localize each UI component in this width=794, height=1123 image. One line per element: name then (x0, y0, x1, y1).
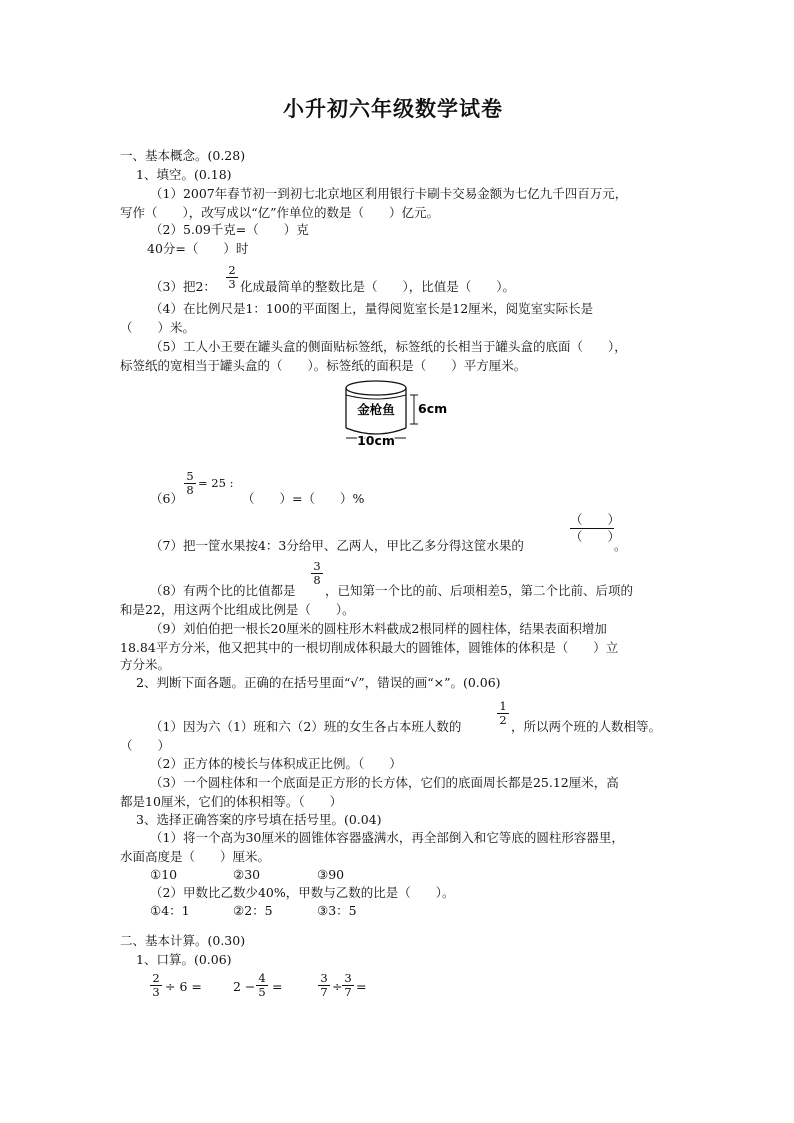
q2-line-2: 40分=（ ）时 (147, 241, 249, 256)
q6-equation: = 25 : (198, 476, 234, 490)
can-width-label: 10cm (357, 433, 395, 448)
q8-line-1-suffix: ，已知第一个比的前、后项相差5，第二个比前、后项的 (325, 583, 633, 598)
expr-3-num-2: 3 (344, 971, 352, 985)
q4-line-2: （ ）米。 (120, 320, 196, 335)
q7-paren-bottom: （ ） (570, 529, 621, 544)
j1-prefix: （1）因为六（1）班和六（2）班的女生各占本班人数的 (150, 719, 462, 734)
c1-line-2: 水面高度是（ ）厘米。 (120, 849, 271, 864)
expr-2-prefix: 2 − (233, 979, 256, 994)
expr-3-operator: ÷ (332, 979, 343, 994)
q8-line-2: 和是22，用这两个比组成比例是（ ）。 (120, 602, 355, 617)
can-label: 金枪鱼 (357, 402, 395, 417)
j1-suffix: ，所以两个班的人数相等。 (511, 719, 662, 734)
c2: （2）甲数比乙数少40%，甲数与乙数的比是（ ）。 (150, 885, 455, 900)
q6-frac-den: 8 (184, 483, 196, 497)
q8-frac-num: 3 (313, 559, 321, 573)
q9-line-3: 方分米。 (120, 657, 171, 672)
j1-frac-num: 1 (499, 699, 507, 713)
j1-answer: （ ） (120, 738, 171, 753)
can-height-label: 6cm (418, 401, 448, 416)
expr-3-num-1: 3 (320, 971, 328, 985)
q7-answer-fraction (570, 512, 621, 545)
tuna-can-diagram (340, 378, 450, 448)
j2: （2）正方体的棱长与体积成正比例。（ ） (150, 756, 402, 771)
c1-option-2: ②30 (233, 867, 261, 882)
q3-fraction (226, 264, 238, 291)
c2-option-2: ②2：5 (233, 903, 273, 918)
expr-1-num: 2 (152, 971, 160, 985)
expr-3-den-2: 7 (342, 985, 354, 999)
q9-line-1: （9）刘伯伯把一根长20厘米的圆柱形木料截成2根同样的圆柱体，结果表面积增加 (150, 621, 607, 636)
q5-line-1: （5）工人小王要在罐头盒的侧面贴标签纸，标签纸的长相当于罐头盒的底面（ ）， (150, 339, 627, 354)
section-1-heading: 一、基本概念。(0.28) (120, 148, 246, 163)
expr-2-rest: = (272, 979, 283, 994)
q4-line-1: （4）在比例尺是1：100的平面图上，量得阅览室长是12厘米，阅览室实际长是 (150, 301, 594, 316)
q3-suffix: 化成最简单的整数比是（ ），比值是（ ）。 (240, 279, 516, 294)
q8-frac-den: 8 (311, 573, 323, 587)
part-3-heading: 3、选择正确答案的序号填在括号里。(0.04) (136, 812, 382, 827)
expr-1-den: 3 (150, 985, 162, 999)
q6-fraction (184, 470, 196, 497)
j1-fraction (497, 700, 509, 727)
q8-line-1-prefix: （8）有两个比的比值都是 (150, 583, 296, 598)
q1-line-1: （1）2007年春节初一到初七北京地区利用银行卡刷卡交易金额为七亿九千四百万元， (150, 186, 628, 201)
expr-2-num: 4 (258, 971, 266, 985)
c2-option-3: ③3：5 (317, 903, 357, 918)
s2-part-1-heading: 1、口算。(0.06) (136, 952, 232, 967)
j3-line-1: （3）一个圆柱体和一个底面是正方形的长方体，它们的底面周长都是25.12厘米，高 (150, 775, 619, 790)
q6-prefix: （6） (150, 491, 183, 506)
expr-3-den-1: 7 (318, 985, 330, 999)
expr-3-fraction-1 (318, 972, 330, 999)
q1-line-2: 写作（ ），改写成以“亿”作单位的数是（ ）亿元。 (120, 205, 440, 220)
j3-line-2: 都是10厘米，它们的体积相等。（ ） (120, 794, 343, 809)
expr-3-rest: = (356, 979, 367, 994)
section-2-heading: 二、基本计算。(0.30) (120, 933, 246, 948)
expr-1-fraction (150, 972, 162, 999)
q6-suffix: （ ）=（ ）% (242, 491, 365, 506)
q8-fraction (311, 560, 323, 587)
j1-frac-den: 2 (497, 713, 509, 727)
expr-3-fraction-2 (342, 972, 354, 999)
c2-option-1: ①4：1 (150, 903, 190, 918)
c1-option-3: ③90 (317, 867, 345, 882)
q7-period: 。 (614, 538, 627, 553)
q3-frac-num: 2 (228, 263, 236, 277)
page-title: 小升初六年级数学试卷 (283, 96, 503, 121)
q7-text: （7）把一筐水果按4：3分给甲、乙两人，甲比乙多分得这筐水果的 (150, 538, 524, 553)
q6-frac-num: 5 (186, 469, 194, 483)
q2-line-1: （2）5.09千克=（ ）克 (150, 222, 309, 237)
expr-2-fraction (256, 972, 268, 999)
q5-line-2: 标签纸的宽相当于罐头盒的（ ）。标签纸的面积是（ ）平方厘米。 (120, 358, 527, 373)
c1-option-1: ①10 (150, 867, 178, 882)
q7-paren-top: （ ） (570, 512, 621, 527)
q3-frac-den: 3 (226, 277, 238, 291)
part-2-heading: 2、判断下面各题。正确的在括号里面“√”，错误的画“×”。(0.06) (136, 675, 501, 690)
c1-line-1: （1）将一个高为30厘米的圆锥体容器盛满水，再全部倒入和它等底的圆柱形容器里， (150, 830, 624, 845)
part-1-heading: 1、填空。(0.18) (136, 167, 232, 182)
q3-prefix: （3）把2： (150, 279, 216, 294)
can-top-ellipse (346, 381, 406, 395)
q9-line-2: 18.84平方分米，他又把其中的一根切削成体积最大的圆锥体，圆锥体的体积是（ ）立 (120, 640, 619, 655)
expr-1-rest: ÷ 6 = (165, 979, 202, 994)
expr-2-den: 5 (256, 985, 268, 999)
